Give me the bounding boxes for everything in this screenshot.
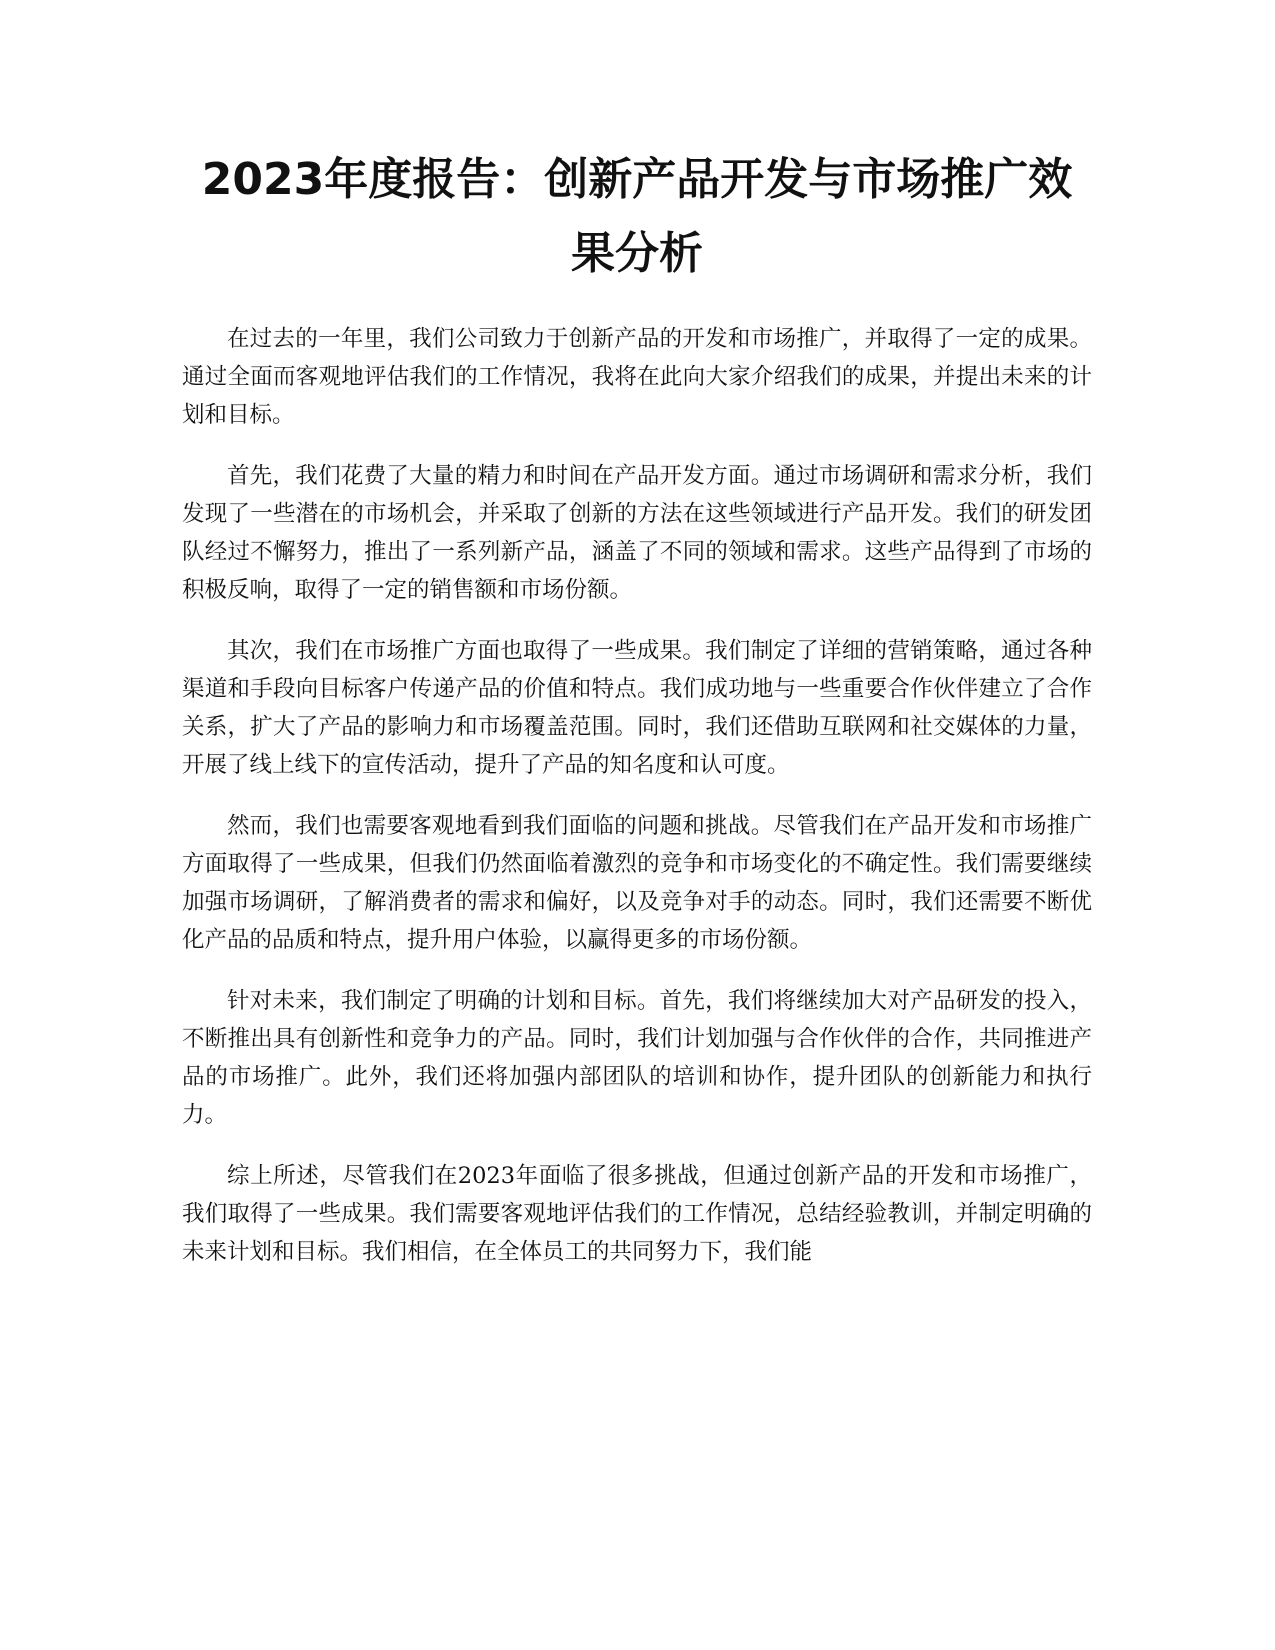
document-body bbox=[182, 320, 1092, 1294]
paragraph-future-plans: 针对未来，我们制定了明确的计划和目标。首先，我们将继续加大对产品研发的投入，不断推出具有创新性和竞争力的产品。同时，我们计划加强与合作伙伴的合作，共同推进产品的市场推广。此外，我们还将加强内部团队的培训和协作，提升团队的创新能力和执行力。 bbox=[182, 988, 1092, 1128]
paragraph-product-development: 首先，我们花费了大量的精力和时间在产品开发方面。通过市场调研和需求分析，我们发现了一些潜在的市场机会，并采取了创新的方法在这些领域进行产品开发。我们的研发团队经过不懈努力，推出了一系列新产品，涵盖了不同的领域和需求。这些产品得到了市场的积极反响，取得了一定的销售额和市场份额。 bbox=[182, 463, 1092, 603]
paragraph-challenges: 然而，我们也需要客观地看到我们面临的问题和挑战。尽管我们在产品开发和市场推广方面取得了一些成果，但我们仍然面临着激烈的竞争和市场变化的不确定性。我们需要继续加强市场调研，了解消费者的需求和偏好，以及竞争对手的动态。同时，我们还需要不断优化产品的品质和特点，提升用户体验，以赢得更多的市场份额。 bbox=[182, 813, 1092, 953]
paragraph-intro: 在过去的一年里，我们公司致力于创新产品的开发和市场推广，并取得了一定的成果。通过全面而客观地评估我们的工作情况，我将在此向大家介绍我们的成果，并提出未来的计划和目标。 bbox=[182, 326, 1092, 428]
document-title: 2023年度报告：创新产品开发与市场推广效果分析 bbox=[201, 154, 1073, 279]
paragraph-marketing: 其次，我们在市场推广方面也取得了一些成果。我们制定了详细的营销策略，通过各种渠道和手段向目标客户传递产品的价值和特点。我们成功地与一些重要合作伙伴建立了合作关系，扩大了产品的影响力和市场覆盖范围。同时，我们还借助互联网和社交媒体的力量，开展了线上线下的宣传活动，提升了产品的知名度和认可度。 bbox=[182, 638, 1092, 778]
paragraph-summary: 综上所述，尽管我们在2023年面临了很多挑战，但通过创新产品的开发和市场推广，我们取得了一些成果。我们需要客观地评估我们的工作情况，总结经验教训，并制定明确的未来计划和目标。我们相信，在全体员工的共同努力下，我们能 bbox=[182, 1163, 1092, 1265]
